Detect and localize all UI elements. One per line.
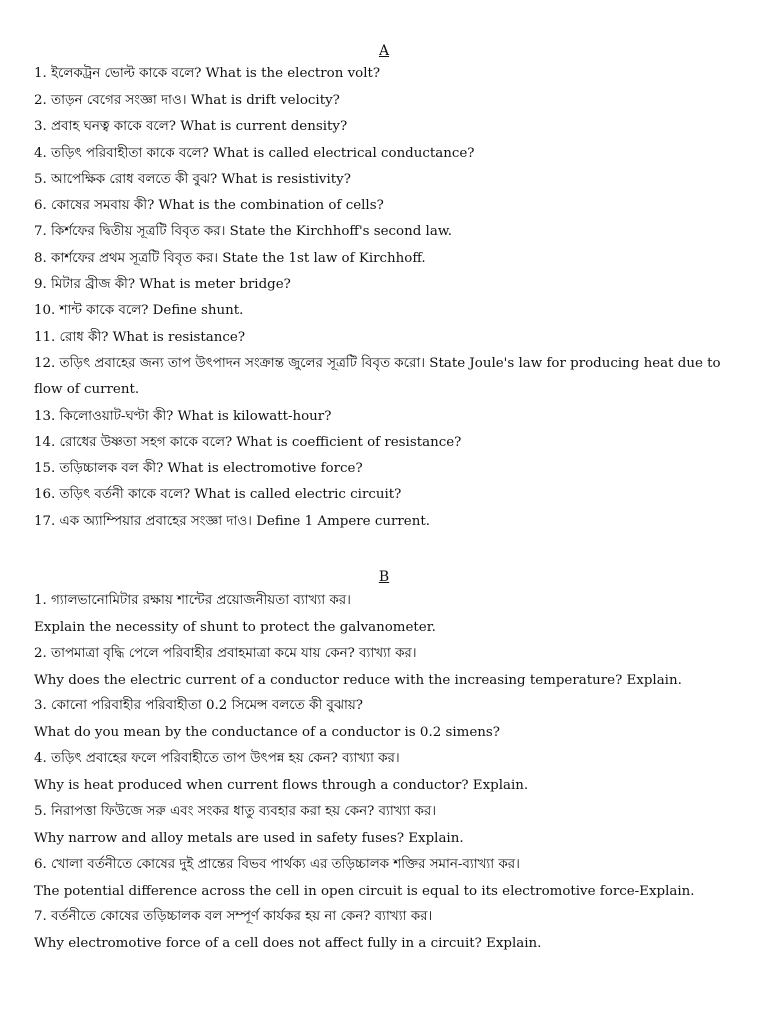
- question-b-7-bangla: 7. বর্তনীতে কোষের তড়িচ্চালক বল সম্পূর্ণ কার্যকর হয় না কেন? ব্যাখ্যা কর।: [34, 909, 433, 924]
- question-a-3: 3. প্রবাহ ঘনত্ব কাকে বলে? What is current density?: [34, 119, 348, 134]
- question-a-5: 5. আপেক্ষিক রোধ বলতে কী বুঝ? What is resistivity?: [34, 172, 351, 187]
- question-b-6-bangla: 6. খোলা বর্তনীতে কোষের দুই প্রান্তের বিভব পার্থক্য এর তড়িচ্চালক শক্তির সমান-ব্যাখ্যা কর।: [34, 857, 520, 872]
- question-b-4-bangla: 4. তড়িৎ প্রবাহের ফলে পরিবাহীতে তাপ উৎপন্ন হয় কেন? ব্যাখ্যা কর।: [34, 751, 400, 766]
- question-b-1-english: Explain the necessity of shunt to protect the galvanometer.: [34, 620, 436, 635]
- question-a-8: 8. কার্শফের প্রথম সূত্রটি বিবৃত কর। State the 1st law of Kirchhoff.: [34, 251, 426, 266]
- question-a-14: 14. রোধের উষ্ণতা সহগ কাকে বলে? What is coefficient of resistance?: [34, 435, 462, 450]
- question-b-2-bangla: 2. তাপমাত্রা বৃদ্ধি পেলে পরিবাহীর প্রবাহমাত্রা কমে যায় কেন? ব্যাখ্যা কর।: [34, 646, 417, 661]
- question-a-9: 9. মিটার ব্রীজ কী? What is meter bridge?: [34, 277, 291, 292]
- question-a-6: 6. কোষের সমবায় কী? What is the combination of cells?: [34, 198, 384, 213]
- question-a-7: 7. কির্শফের দ্বিতীয় সূত্রটি বিবৃত কর। State the Kirchhoff's second law.: [34, 224, 452, 239]
- question-a-1: 1. ইলেকট্রন ভোল্ট কাকে বলে? What is the electron volt?: [34, 66, 381, 81]
- question-a-16: 16. তড়িৎ বর্তনী কাকে বলে? What is called electric circuit?: [34, 487, 402, 502]
- question-a-15: 15. তড়িচ্চালক বল কী? What is electromotive force?: [34, 461, 363, 476]
- question-a-11: 11. রোধ কী? What is resistance?: [34, 330, 245, 345]
- question-b-7-english: Why electromotive force of a cell does not affect fully in a circuit? Explain.: [34, 936, 542, 951]
- question-a-2: 2. তাড়ন বেগের সংজ্ঞা দাও। What is drift velocity?: [34, 93, 340, 108]
- question-a-4: 4. তড়িৎ পরিবাহীতা কাকে বলে? What is called electrical conductance?: [34, 146, 475, 161]
- question-a-10: 10. শান্ট কাকে বলে? Define shunt.: [34, 303, 244, 318]
- question-a-13: 13. কিলোওয়াট-ঘণ্টা কী? What is kilowatt-hour?: [34, 409, 332, 424]
- question-b-3-bangla: 3. কোনো পরিবাহীর পরিবাহীতা 0.2 সিমেন্স বলতে কী বুঝায়?: [34, 698, 363, 713]
- question-a-17: 17. এক অ্যাম্পিয়ার প্রবাহের সংজ্ঞা দাও। Define 1 Ampere current.: [34, 514, 430, 529]
- question-a-12: 12. তড়িৎ প্রবাহের জন্য তাপ উৎপাদন সংক্রান্ত জুলের সূত্রটি বিবৃত করো। State Joule's law for producing heat due to flow of current.: [34, 356, 721, 397]
- section-b-heading: B: [378, 569, 390, 585]
- question-b-4-english: Why is heat produced when current flows through a conductor? Explain.: [34, 778, 529, 793]
- question-b-5-english: Why narrow and alloy metals are used in safety fuses? Explain.: [34, 831, 464, 846]
- question-b-3-english: What do you mean by the conductance of a conductor is 0.2 simens?: [34, 725, 500, 740]
- section-a-heading: A: [378, 43, 390, 59]
- question-b-5-bangla: 5. নিরাপত্তা ফিউজে সরু এবং সংকর ধাতু ব্যবহার করা হয় কেন? ব্যাখ্যা কর।: [34, 804, 437, 819]
- question-b-1-bangla: 1. গ্যালভানোমিটার রক্ষায় শান্টের প্রয়োজনীয়তা ব্যাখ্যা কর।: [34, 593, 351, 608]
- question-b-2-english: Why does the electric current of a conductor reduce with the increasing temperature? Explain.: [34, 673, 682, 688]
- question-b-6-english: The potential difference across the cell in open circuit is equal to its electromotive force-Explain.: [34, 884, 695, 899]
